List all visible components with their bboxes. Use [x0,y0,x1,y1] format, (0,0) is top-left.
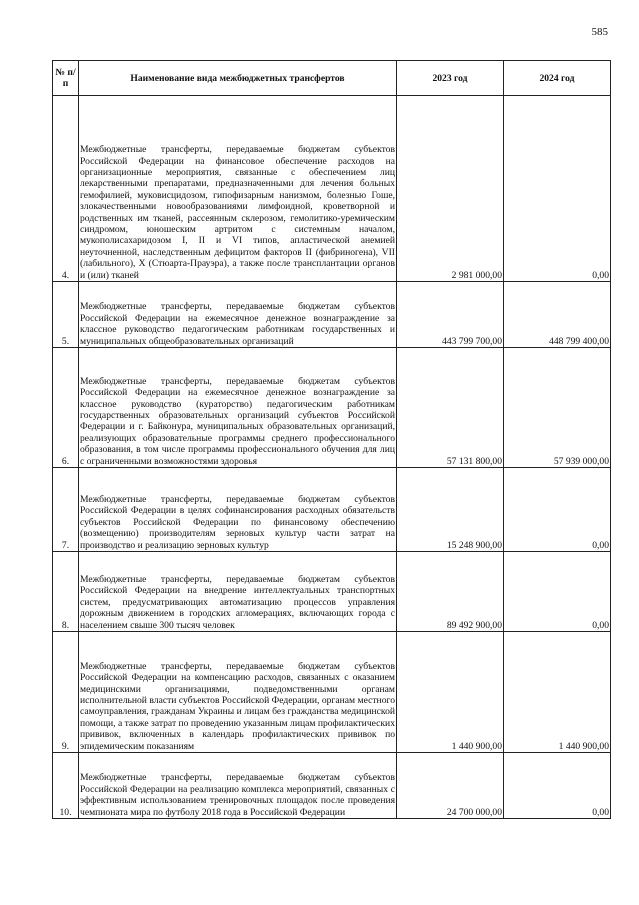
row-num: 9. [53,632,79,753]
row-value-2023: 24 700 000,00 [397,753,504,819]
row-num: 7. [53,468,79,552]
row-value-2024: 0,00 [504,552,611,632]
row-name: Межбюджетные трансферты, передаваемые бюджетам субъектов Российской Федерации на ежемесячное денежное вознаграждение за классное руководство педагогическим работникам государственных и муниципальных общеобразовательных организаций [79,282,397,348]
header-num: № п/п [53,61,79,96]
row-num: 4. [53,96,79,282]
page-number: 585 [591,26,608,38]
row-name: Межбюджетные трансферты, передаваемые бюджетам субъектов Российской Федерации на финансовое обеспечение расходов на организационные мероприятия, связанные с обеспечением лиц лекарственными препаратами, предназначенными для лечения больных гемофилией, муковисцидозом, гипофизарным нанизмом, болезнью Гоше, злокачественными новообразованиями лимфоидной, кроветворной и родственных им тканей, рассеянным склерозом, гемолитико-уремическим синдромом, юношеским артритом с системным началом, мукополисахаридозом I, II и VI типов, апластической анемией неуточненной, наследственным дефицитом факторов II (фибриногена), VII (лабильного), X (Стюарта-Прауэра), а также после трансплантации органов и (или) тканей [79,96,397,282]
table-row [53,348,611,468]
row-value-2023: 443 799 700,00 [397,282,504,348]
row-value-2024: 448 799 400,00 [504,282,611,348]
row-value-2023: 57 131 800,00 [397,348,504,468]
row-value-2024: 0,00 [504,468,611,552]
header-2024: 2024 год [504,61,611,96]
row-value-2023: 2 981 000,00 [397,96,504,282]
table-row [53,96,611,282]
row-num: 8. [53,552,79,632]
table-row [53,468,611,552]
row-value-2023: 89 492 900,00 [397,552,504,632]
row-num: 6. [53,348,79,468]
table-row [53,552,611,632]
row-name: Межбюджетные трансферты, передаваемые бюджетам субъектов Российской Федерации в целях софинансирования расходных обязательств субъектов Российской Федерации по финансовому обеспечению (возмещению) производителям зерновых культур части затрат на производство и реализацию зерновых культур [79,468,397,552]
header-2023: 2023 год [397,61,504,96]
row-value-2023: 1 440 900,00 [397,632,504,753]
row-value-2024: 57 939 000,00 [504,348,611,468]
row-num: 5. [53,282,79,348]
row-name: Межбюджетные трансферты, передаваемые бюджетам субъектов Российской Федерации на реализацию комплекса мероприятий, связанных с эффективным использованием тренировочных площадок после проведения чемпионата мира по футболу 2018 года в Российской Федерации [79,753,397,819]
row-name: Межбюджетные трансферты, передаваемые бюджетам субъектов Российской Федерации на ежемесячное денежное вознаграждение за классное руководство (кураторство) педагогическим работникам государственных образовательных организаций субъектов Российской Федерации и г. Байконура, муниципальных образовательных организаций, реализующих образовательные программы среднего профессионального образования, в том числе программы профессионального обучения для лиц с ограниченными возможностями здоровья [79,348,397,468]
table-header-row [53,61,611,96]
table-row [53,753,611,819]
row-value-2024: 0,00 [504,96,611,282]
row-value-2024: 0,00 [504,753,611,819]
row-value-2024: 1 440 900,00 [504,632,611,753]
row-value-2023: 15 248 900,00 [397,468,504,552]
row-name: Межбюджетные трансферты, передаваемые бюджетам субъектов Российской Федерации на компенсацию расходов, связанных с оказанием медицинскими организациями, подведомственными органам исполнительной власти субъектов Российской Федерации, органам местного самоуправления, гражданам Украины и лицам без гражданства медицинской помощи, а также затрат по проведению указанным лицам профилактических прививок, включенных в календарь профилактических прививок по эпидемическим показаниям [79,632,397,753]
table-row [53,282,611,348]
row-name: Межбюджетные трансферты, передаваемые бюджетам субъектов Российской Федерации на внедрение интеллектуальных транспортных систем, предусматривающих автоматизацию процессов управления дорожным движением в городских агломерациях, включающих города с населением свыше 300 тысяч человек [79,552,397,632]
table-row [53,632,611,753]
transfers-table [52,60,611,819]
header-name: Наименование вида межбюджетных трансфертов [79,61,397,96]
row-num: 10. [53,753,79,819]
